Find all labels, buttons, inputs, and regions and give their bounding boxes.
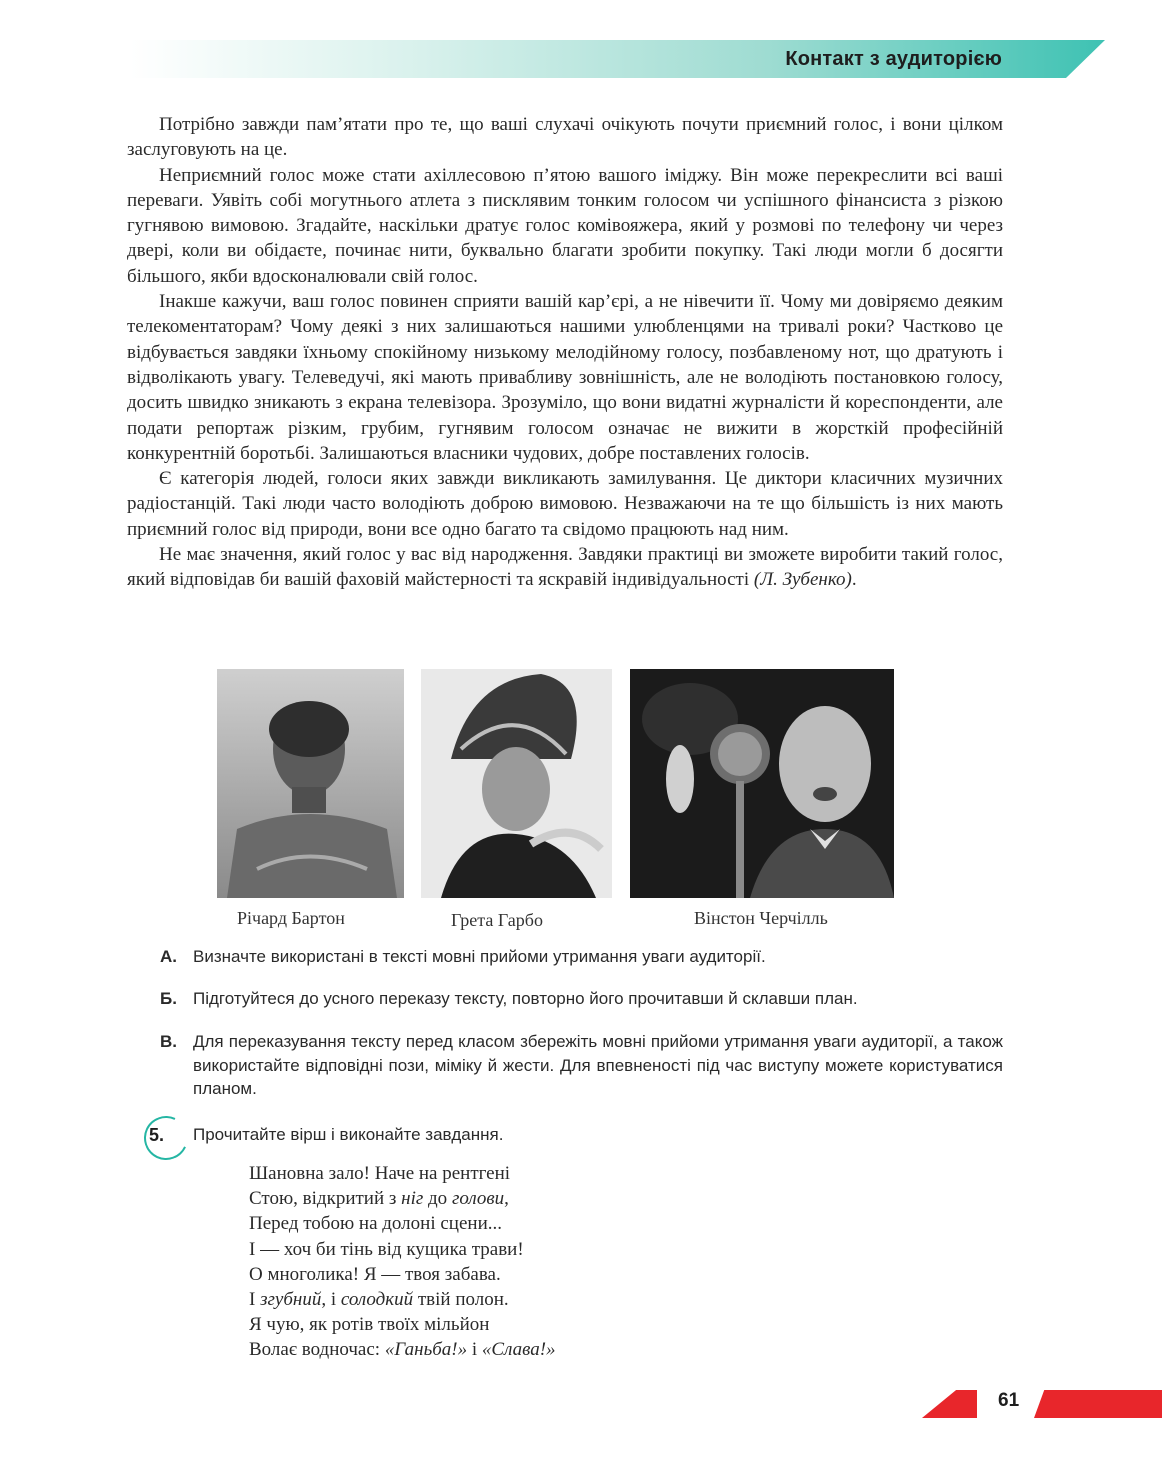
poem-fragment: , [504, 1188, 509, 1210]
poem-line [249, 1186, 556, 1211]
paragraph: Потрібно завжди пам’ятати про те, що ваші слухачі очікують почути приємний голос, і вони цілком заслуговують на це. [127, 114, 1003, 161]
page-number-decoration-left [922, 1390, 977, 1418]
paragraph-last [127, 542, 1003, 593]
task-b [160, 987, 1003, 1011]
poem-fragment: до [423, 1188, 452, 1210]
section-title: Контакт з аудиторією [785, 48, 1002, 70]
portrait-photo-icon [217, 669, 404, 898]
poem-line: Перед тобою на долоні сцени... [249, 1213, 502, 1235]
page-number: 61 [998, 1390, 1020, 1411]
task-a [160, 945, 1003, 969]
paragraph: Неприємний голос може стати ахіллесовою п’ятою вашого іміджу. Він може перекреслити всі ваші переваги. Уявіть собі могутнього атлета з писклявим тонким голосом чи успішного фінансиста з різкою гугнявою вимовою. Згадайте, наскільки дратує голос комівояжера, який у розмові по телефону чи через двері, коли ви обідаєте, починає нити, буквально благати зробити покупку. Такі люди могли б досягти більшого, якби вдосконалювали свій голос. [127, 164, 1003, 287]
task-text: Підготуйтеся до усного переказу тексту, повторно його прочитавши й склавши план. [193, 989, 858, 1008]
poem-italic: голови [451, 1188, 505, 1210]
task-letter: Б. [160, 989, 177, 1008]
photo-richard-burton [217, 669, 404, 898]
photo-greta-garbo [421, 669, 612, 898]
poem-fragment: Волає водночас: [249, 1339, 385, 1361]
task-text: Визначте використані в тексті мовні прийоми утримання уваги аудиторії. [193, 947, 766, 966]
exercise-circle-icon [138, 1110, 194, 1166]
poem-fragment: твій полон. [413, 1289, 509, 1311]
paragraph: Інакше кажучи, ваш голос повинен сприяти вашій кар’єрі, а не нівечити її. Чому ми довіряємо деяким телекоментаторам? Чому деякі з них залишаються нашими улюбленцями на тривалі роки? Частково це відбувається завдяки їхньому спокійному низькому мелодійному голосу, позбавленому нот, що дратують і відволікають увагу. Телеведучі, які мають привабливу зовнішність, але не володіють постановкою голосу, досить швидко зникають з екрана телевізора. Зрозуміло, що вони видатні журналісти й кореспонденти, але подати репортаж різким, грубим, гугнявим голосом означає не вижити в жорсткій професійній конкурентній боротьбі. Залишаються власники чудових, добре поставлених голосів. [127, 291, 1003, 464]
poem-line: Шановна зало! Наче на рентгені [249, 1163, 511, 1184]
poem-italic: ніг [401, 1188, 424, 1210]
poem-fragment: і [467, 1339, 482, 1361]
poem-italic: «Ганьба!» [384, 1339, 468, 1361]
paragraph-text: Не має значення, який голос у вас від народження. Завдяки практиці ви зможете виробити такий голос, який відповідав би вашій фаховій майстерності та яскравій індивідуальності [127, 544, 1003, 591]
poem-line [249, 1287, 556, 1312]
photo-winston-churchill [630, 669, 894, 898]
poem-line [249, 1337, 556, 1362]
photo-caption: Грета Гарбо [451, 910, 543, 930]
exercise-instruction: Прочитайте вірш і виконайте завдання. [193, 1125, 504, 1144]
poem-fragment: Стою, відкритий з [249, 1188, 402, 1210]
poem-italic: солодкий [340, 1289, 414, 1311]
poem-fragment: І [249, 1289, 261, 1311]
paragraph: Є категорія людей, голоси яких завжди викликають замилування. Це диктори класичних музичних радіостанцій. Такі люди часто володіють доброю вимовою. Незважаючи на те що більшість із них мають приємний голос від природи, вони все одно багато та свідомо працюють над ним. [127, 468, 1003, 540]
poem [249, 1161, 556, 1363]
portrait-photo-icon [630, 669, 894, 898]
poem-line: Я чую, як ротів твоїх мільйон [249, 1314, 490, 1336]
photo-caption: Річард Бартон [237, 908, 345, 928]
author-citation: (Л. Зубенко) [753, 569, 852, 591]
page-number-decoration-right [1034, 1390, 1162, 1418]
photo-caption: Вінстон Черчілль [694, 908, 828, 928]
final-period: . [851, 569, 857, 591]
poem-line: О многолика! Я — твоя забава. [249, 1263, 501, 1285]
poem-fragment: , і [321, 1289, 341, 1311]
article-text [127, 112, 1003, 593]
task-letter: А. [160, 947, 177, 966]
task-text: Для переказування тексту перед класом збережіть мовні прийоми утримання уваги аудиторії, а також використайте відповідні пози, міміку й жести. Для впевненості під час виступу можете користуватися планом. [193, 1032, 1003, 1098]
exercise-number: 5. [149, 1125, 165, 1145]
task-letter: В. [160, 1032, 177, 1051]
poem-italic: «Слава!» [481, 1339, 556, 1361]
poem-italic: згубний [260, 1289, 322, 1311]
poem-line: І — хоч би тінь від кущика трави! [249, 1238, 524, 1260]
task-c [160, 1030, 1003, 1101]
portrait-photo-icon [421, 669, 612, 898]
